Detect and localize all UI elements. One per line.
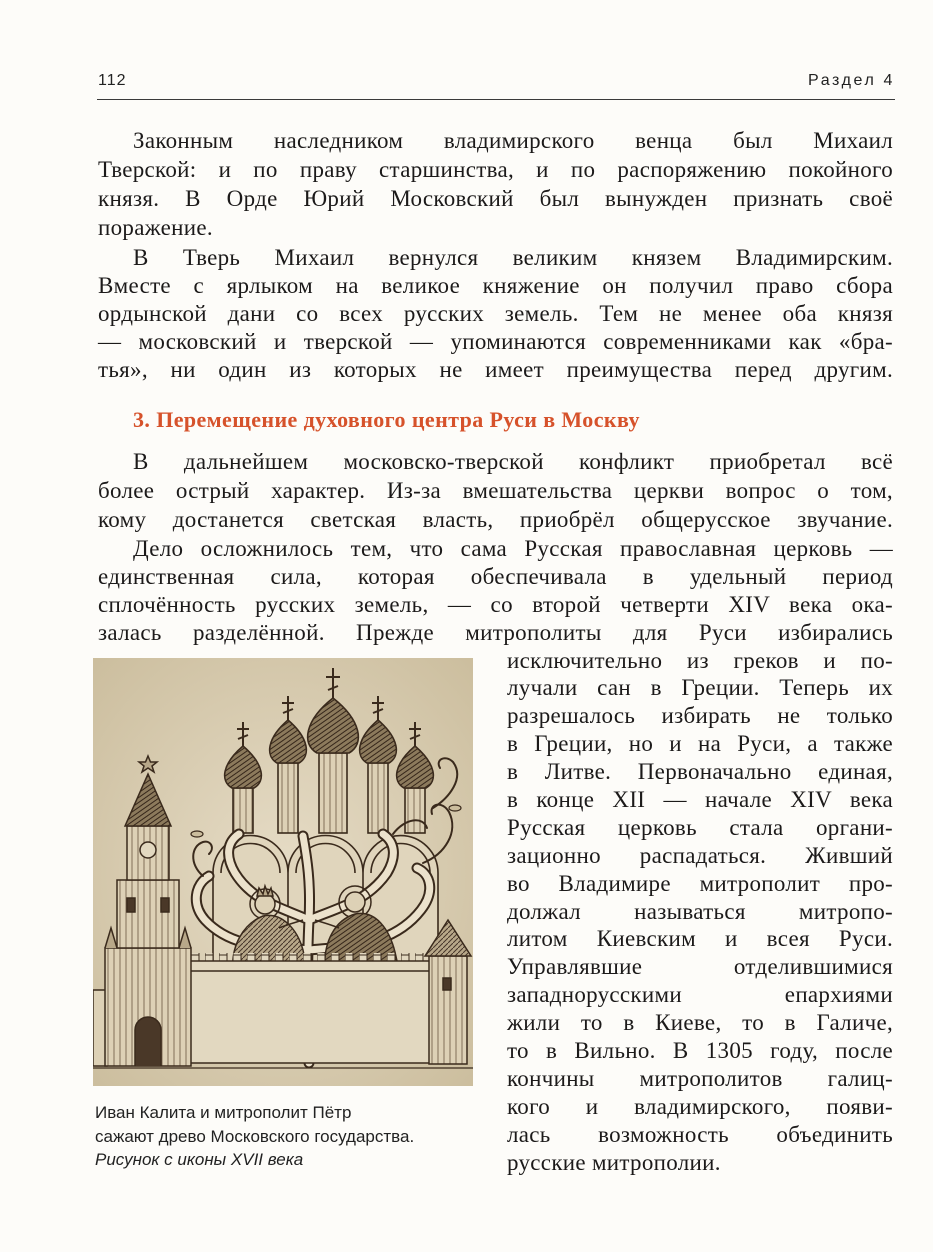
text-line: ордынской дани со всех русских земель. Тем не менее оба князя <box>98 301 893 326</box>
text-line: то в Вильно. В 1305 году, после <box>507 1038 893 1064</box>
text-line: В Тверь Михаил вернулся великим князем Владимирским. <box>133 245 893 270</box>
text-line: жили то в Киеве, то в Галиче, <box>507 1010 893 1036</box>
text-line: более острый характер. Из-за вмешательства церкви вопрос о том, <box>98 478 893 503</box>
text-line: поражение. <box>98 215 213 240</box>
section-heading: 3. Перемещение духовного центра Руси в Москву <box>133 407 640 432</box>
text-line: кого и владимирского, появи- <box>507 1093 893 1119</box>
text-line: Дело осложнилось тем, что сама Русская православная церковь — <box>133 536 893 561</box>
text-line: во Владимире митрополит про- <box>507 870 893 896</box>
text-line: должал называться митропо- <box>507 898 893 924</box>
text-line: Управлявшие отделившимися <box>507 954 893 980</box>
text-line: в Греции, но и на Руси, а также <box>507 731 893 757</box>
caption-source: Рисунок с иконы XVII века <box>95 1150 304 1169</box>
text-line: единственная сила, которая обеспечивала в удельный период <box>98 563 893 589</box>
text-line: сплочённость русских земель, — со второй четверти XIV века ока- <box>98 591 893 617</box>
text-line: западнорусскими епархиями <box>507 982 893 1008</box>
text-line: — московский и тверской — упоминаются современниками как «бра- <box>98 329 893 354</box>
figure-caption <box>95 1101 495 1172</box>
text-line: Законным наследником владимирского венца был Михаил <box>133 128 893 153</box>
text-line: тья», ни один из которых не имеет преимущества перед другим. <box>98 357 893 382</box>
text-line: разрешалось избирать не только <box>507 703 893 729</box>
paragraph <box>98 447 893 534</box>
paragraph <box>98 126 893 242</box>
figure <box>93 658 473 1086</box>
text-line: литом Киевским и всея Руси. <box>507 926 893 952</box>
text-line: исключительно из греков и по- <box>507 647 893 673</box>
text-line: князя. В Орде Юрий Московский был вынужден признать своё <box>98 186 893 211</box>
text-line: лась возможность объединить <box>507 1121 893 1147</box>
caption-line: Иван Калита и митрополит Пётр <box>95 1103 352 1122</box>
text-line: кому достанется светская власть, приобрёл общерусское звучание. <box>98 507 893 532</box>
text-line: зационно распадаться. Живший <box>507 842 893 868</box>
section-label: Раздел 4 <box>807 72 895 89</box>
page-number: 112 <box>98 72 127 89</box>
text-line: Русская церковь стала органи- <box>507 814 893 840</box>
text-line: в Литве. Первоначально единая, <box>507 759 893 785</box>
caption-line: сажают древо Московского государства. <box>95 1126 415 1146</box>
text-line: Вместе с ярлыком на великое княжение он получил право сбора <box>98 273 893 298</box>
header-rule <box>97 99 895 100</box>
text-line: Тверской: и по праву старшинства, и по распоряжению покойного <box>98 157 893 182</box>
figure-image <box>93 658 473 1086</box>
text-line: в конце XII — начале XIV века <box>507 787 893 813</box>
text-line: кончины митрополитов галиц- <box>507 1065 893 1091</box>
text-line: залась разделённой. Прежде митрополиты для Руси избирались <box>98 619 893 645</box>
text-line: В дальнейшем московско-тверской конфликт приобретал всё <box>133 449 893 474</box>
text-line: русские митрополии. <box>507 1149 721 1175</box>
text-line: лучали сан в Греции. Теперь их <box>507 675 893 701</box>
paragraph <box>98 244 893 384</box>
